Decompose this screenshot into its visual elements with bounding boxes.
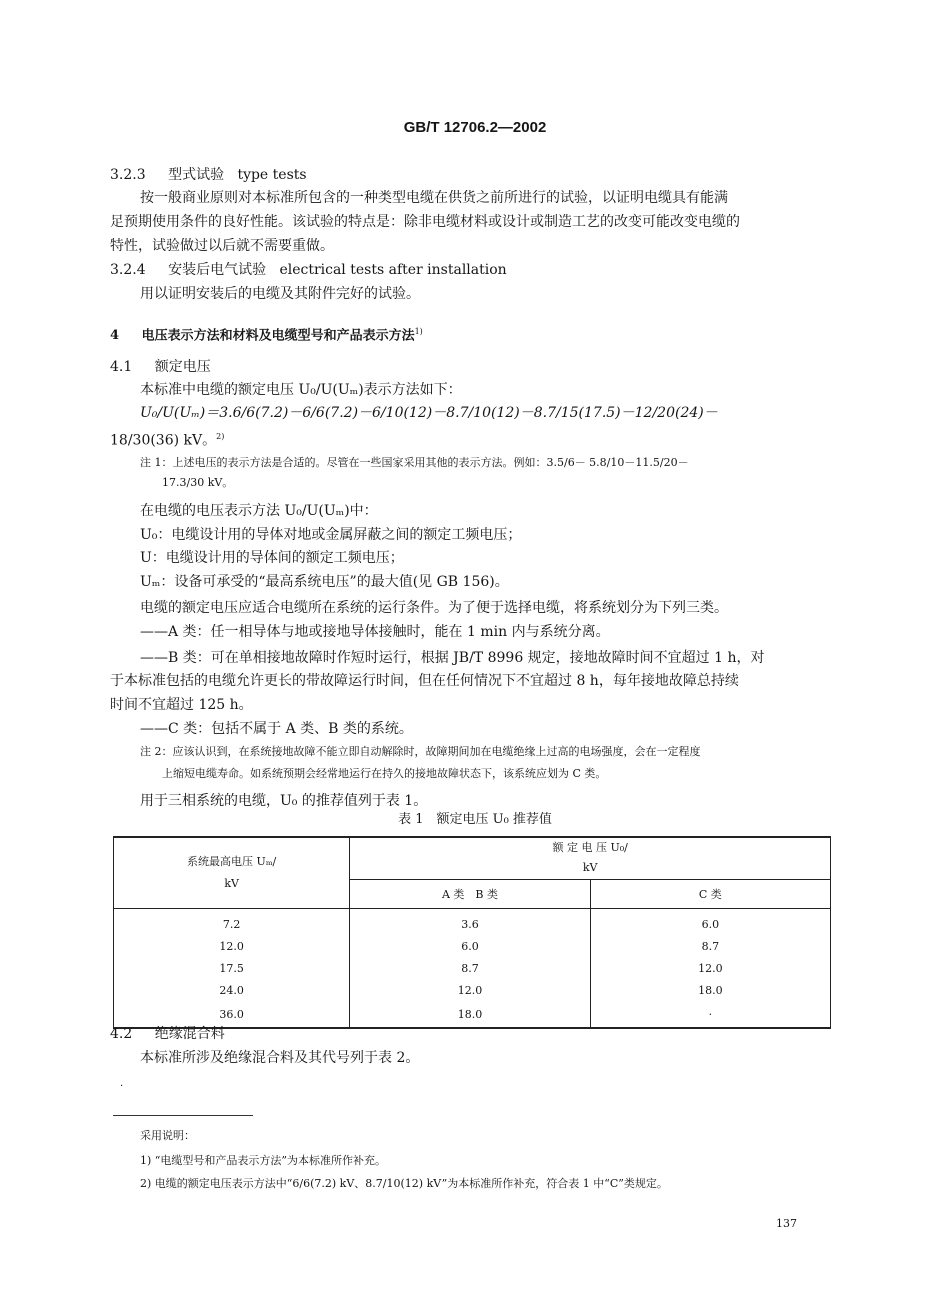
col-header-c: C 类 xyxy=(590,879,830,908)
footnote-title: 采用说明： xyxy=(140,1129,195,1142)
note-1-line: 注 1：上述电压的表示方法是合适的。尽管在一些国家采用其他的表示方法。例如：3.5/6－ 5.8/10－11.5/20－ xyxy=(140,456,689,469)
section-number: 4.2 xyxy=(110,1026,133,1042)
header-unit: kV xyxy=(224,877,239,890)
section-number: 4 xyxy=(110,328,120,344)
paragraph-line: 用于三相系统的电缆，U₀ 的推荐值列于表 1。 xyxy=(140,793,428,809)
section-4-heading xyxy=(110,317,423,351)
footnote-2: 2) 电缆的额定电压表示方法中“6/6(7.2) kV、8.7/10(12) kV”为本标准所作补充，符合表 1 中“C”类规定。 xyxy=(140,1177,668,1190)
cell-ab: 18.0 xyxy=(350,1001,590,1028)
col-header-um xyxy=(114,837,350,909)
paragraph-line: U：电缆设计用的导体间的额定工频电压； xyxy=(140,550,404,566)
cell-c: 8.7 xyxy=(590,935,830,957)
table-row xyxy=(114,909,831,936)
table-1 xyxy=(113,836,831,1029)
section-title-en: type tests xyxy=(237,167,307,183)
paragraph-line: 于本标准包括的电缆允许更长的带故障运行时间，但在任何情况下不宜超过 8 h，每年接地故障总持续 xyxy=(110,673,739,689)
cell-c: 6.0 xyxy=(590,909,830,936)
cell-c: · xyxy=(590,1001,830,1028)
standard-header: GB/T 12706.2—2002 xyxy=(403,119,547,136)
cell-um: 36.0 xyxy=(114,1001,350,1028)
cell-um: 17.5 xyxy=(114,957,350,979)
header-text: 额 定 电 压 U₀/ xyxy=(552,841,628,855)
paragraph-line: 在电缆的电压表示方法 U₀/U(Uₘ)中： xyxy=(140,503,378,519)
formula-line: U₀/U(Uₘ)＝3.6/6(7.2)－6/6(7.2)－6/10(12)－8.7/10(12)－8.7/15(17.5)－12/20(24)－ xyxy=(140,405,718,421)
cell-ab: 6.0 xyxy=(350,935,590,957)
section-title: 电压表示方法和材料及电缆型号和产品表示方法 xyxy=(141,328,415,344)
formula-text: 18/30(36) kV。 xyxy=(110,432,217,449)
table-row xyxy=(114,957,831,979)
col-header-ab: A 类 B 类 xyxy=(350,879,590,908)
section-number: 4.1 xyxy=(110,359,133,375)
paragraph-line: ——B 类：可在单相接地故障时作短时运行，根据 JB/T 8996 规定，接地故障时间不宜超过 1 h，对 xyxy=(140,650,765,666)
table-row xyxy=(114,935,831,957)
paragraph-line: 按一般商业原则对本标准所包含的一种类型电缆在供货之前所进行的试验，以证明电缆具有能满 xyxy=(140,190,728,206)
cell-ab: 3.6 xyxy=(350,909,590,936)
section-number: 3.2.3 xyxy=(110,167,146,183)
section-title: 额定电压 xyxy=(154,359,211,375)
paragraph-line: 特性，试验做过以后就不需要重做。 xyxy=(110,238,334,254)
header-unit: kV xyxy=(582,861,598,875)
paragraph-line: ——C 类：包括不属于 A 类、B 类的系统。 xyxy=(140,721,413,737)
footnote-1: 1) “电缆型号和产品表示方法”为本标准所作补充。 xyxy=(140,1154,387,1167)
section-title: 型式试验 xyxy=(168,167,225,183)
cell-um: 12.0 xyxy=(114,935,350,957)
cell-ab: 12.0 xyxy=(350,979,590,1001)
cell-um: 24.0 xyxy=(114,979,350,1001)
page-number: 137 xyxy=(776,1217,797,1230)
note-1-line: 17.3/30 kV。 xyxy=(162,476,234,489)
stray-mark: · xyxy=(120,1081,124,1092)
cell-um: 7.2 xyxy=(114,909,350,936)
footnote-ref: 1) xyxy=(414,327,423,336)
cell-ab: 8.7 xyxy=(350,957,590,979)
paragraph-line: Uₘ：设备可承受的“最高系统电压”的最大值(见 GB 156)。 xyxy=(140,574,509,590)
paragraph-line: 足预期使用条件的良好性能。该试验的特点是：除非电缆材料或设计或制造工艺的改变可能改变电缆的 xyxy=(110,214,740,230)
header-text: 系统最高电压 Uₘ/ xyxy=(187,855,277,868)
footnote-divider xyxy=(113,1115,253,1116)
table-header-row xyxy=(114,837,831,879)
table-caption: 表 1 额定电压 U₀ 推荐值 xyxy=(398,812,552,827)
section-title: 安装后电气试验 xyxy=(168,262,267,278)
section-number: 3.2.4 xyxy=(110,262,146,278)
paragraph-line: 电缆的额定电压应适合电缆所在系统的运行条件。为了便于选择电缆，将系统划分为下列三类。 xyxy=(140,600,728,616)
section-title-en: electrical tests after installation xyxy=(279,262,507,278)
paragraph-line: 本标准中电缆的额定电压 U₀/U(Uₘ)表示方法如下： xyxy=(140,382,462,398)
cell-c: 18.0 xyxy=(590,979,830,1001)
paragraph-line: 本标准所涉及绝缘混合料及其代号列于表 2。 xyxy=(140,1050,420,1066)
footnote-ref: 2) xyxy=(216,432,225,441)
note-2-line: 注 2：应该认识到，在系统接地故障不能立即自动解除时，故障期间加在电缆绝缘上过高的电场强度，会在一定程度 xyxy=(140,745,701,758)
paragraph-line: U₀：电缆设计用的导体对地或金属屏蔽之间的额定工频电压； xyxy=(140,527,522,543)
paragraph-line: 用以证明安装后的电缆及其附件完好的试验。 xyxy=(140,286,420,302)
cell-c: 12.0 xyxy=(590,957,830,979)
section-title: 绝缘混合料 xyxy=(154,1026,225,1042)
col-group-header xyxy=(350,837,831,879)
paragraph-line: 时间不宜超过 125 h。 xyxy=(110,697,253,713)
table-row xyxy=(114,979,831,1001)
note-2-line: 上缩短电缆寿命。如系统预期会经常地运行在持久的接地故障状态下，该系统应划为 C 类。 xyxy=(162,767,607,780)
paragraph-line: ——A 类：任一相导体与地或接地导体接触时，能在 1 min 内与系统分离。 xyxy=(140,624,610,640)
